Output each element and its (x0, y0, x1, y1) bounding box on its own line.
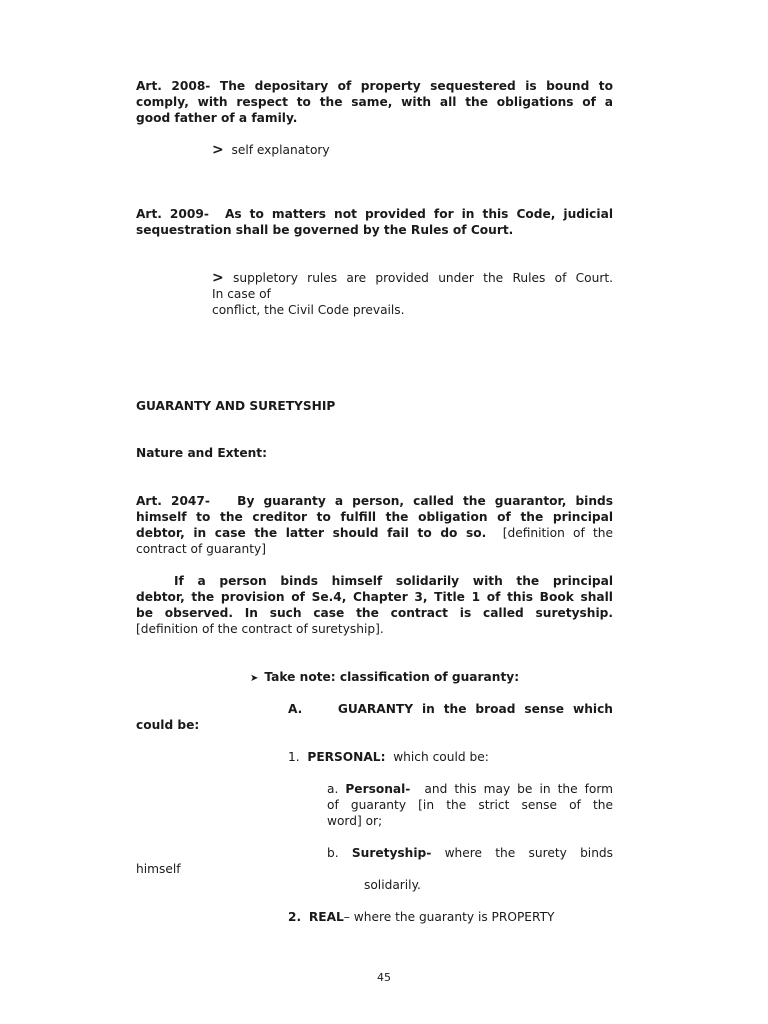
section-heading: GUARANTY AND SURETYSHIP (136, 399, 336, 413)
art-2047-paragraph: Art. 2047- By guaranty a person, called the guarantor, binds himself to the creditor to fulfill the obligation of the principal debtor, in case the latter should fail to do so. [definition of the contract of guaranty] (136, 494, 614, 556)
suretyship-paragraph: If a person binds himself solidarily with the principal debtor, the provision of Se.4, Chapter 3, Title 1 of this Book shall be observed. In such case the contract is called suretyship. [definition of the contract of suretyship]. (136, 574, 613, 636)
item-1-personal: 1. PERSONAL: which could be: (288, 750, 489, 764)
art-2009-label: Art. 2009- (136, 207, 209, 221)
triangle-bullet-icon: ➤ (250, 673, 259, 684)
subitem-b-suretyship: b. Suretyship- where the surety binds (327, 846, 614, 860)
note-self-explanatory: > self explanatory (212, 142, 330, 158)
page-number: 45 (377, 971, 391, 984)
subitem-b-continuation: himself (136, 862, 181, 876)
art-2008-paragraph: Art. 2008- The depositary of property sequestered is bound to comply, with respect to the same, with all the obligations of a good father of a family. (136, 79, 613, 125)
art-2047-label: Art. 2047- (136, 494, 210, 508)
arrow-marker-icon: > (212, 270, 224, 286)
art-2009-paragraph: Art. 2009- As to matters not provided for in this Code, judicial sequestration shall be governed by the Rules of Court. (136, 207, 613, 237)
item-2-real: 2. REAL– where the guaranty is PROPERTY (288, 910, 555, 924)
item-a-guaranty: A. GUARANTY in the broad sense which (288, 702, 613, 716)
take-note-heading: ➤ Take note: classification of guaranty: (250, 670, 520, 684)
item-a-continuation: could be: (136, 718, 200, 732)
note-suppletory-rules: > suppletory rules are provided under the Rules of Court. In case of conflict, the Civil Code prevails. (212, 270, 613, 317)
subsection-heading: Nature and Extent: (136, 446, 267, 460)
subitem-b-solidarily: solidarily. (364, 878, 421, 892)
art-2008-label: Art. 2008- (136, 79, 211, 93)
arrow-marker-icon: > (212, 142, 224, 158)
subitem-a-personal: a. Personal- and this may be in the form of guaranty [in the strict sense of the word] or; (327, 782, 614, 828)
